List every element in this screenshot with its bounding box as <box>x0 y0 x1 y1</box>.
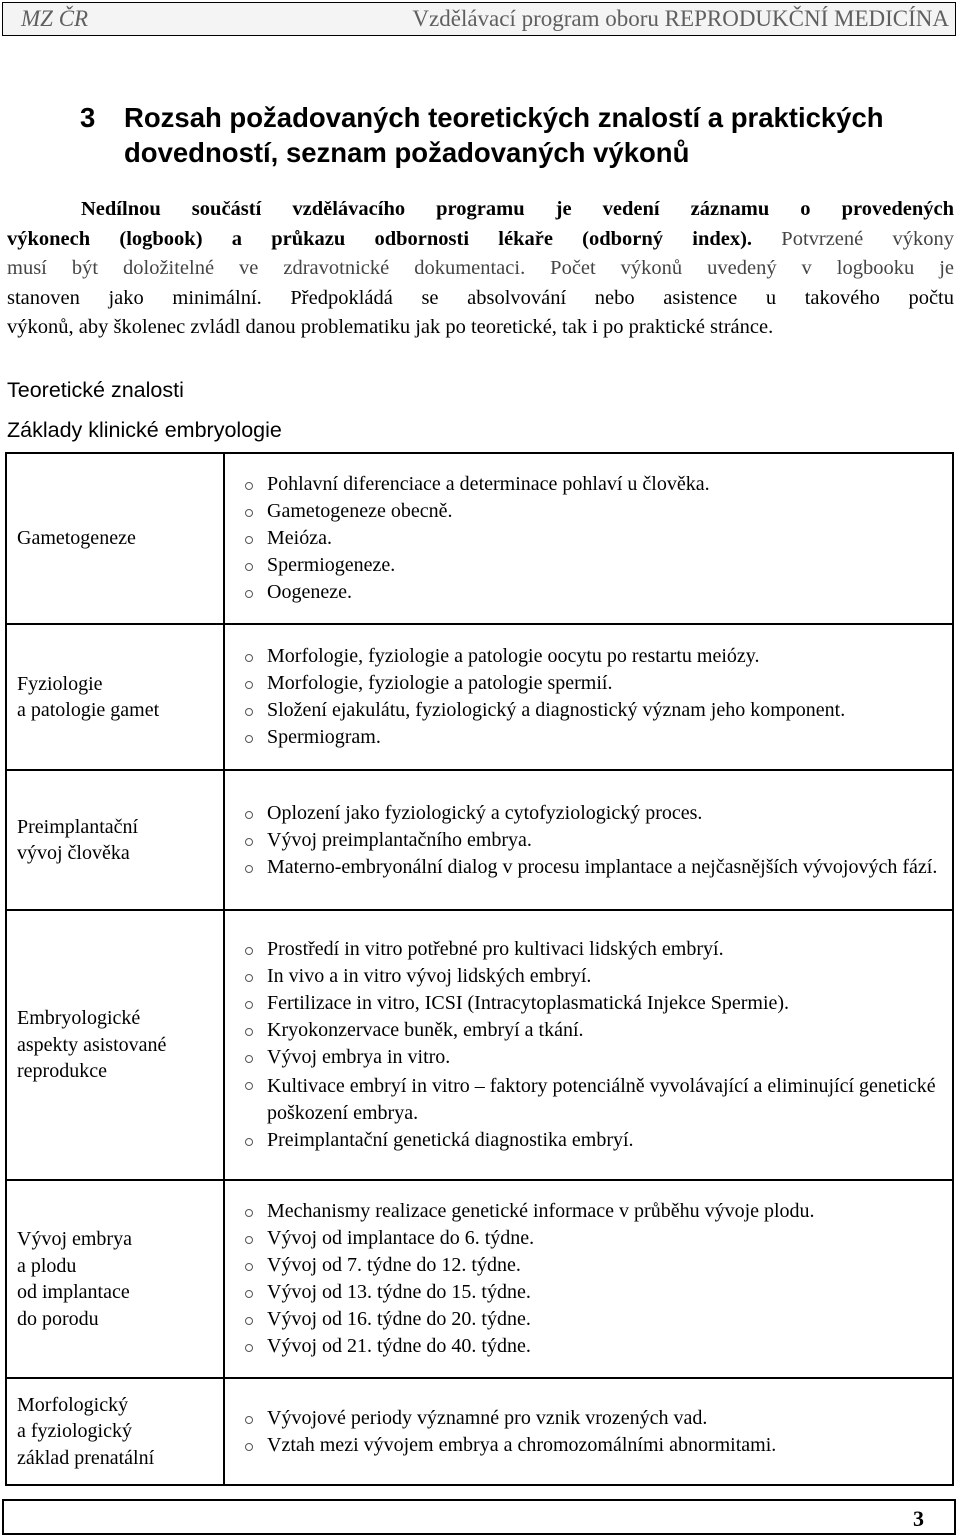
list-item <box>225 1405 946 1432</box>
bullet-icon <box>245 1290 253 1298</box>
bullet-icon <box>245 865 253 873</box>
embryology-table <box>5 452 954 1486</box>
bullet-icon <box>245 1263 253 1271</box>
ministry-abbreviation: MZ ČR <box>21 6 89 31</box>
intro-paragraph <box>7 195 954 343</box>
bullet-icon <box>245 590 253 598</box>
list-item-text: Morfologie, fyziologie a patologie spermií. <box>267 672 613 694</box>
list-item <box>225 1225 946 1252</box>
list-item-text: Kultivace embryí in vitro – faktory potenciálně vyvolávající a eliminující genetické poškození embrya. <box>267 1075 936 1124</box>
intro-line: Nedílnou součástí vzdělávacího programu je vedení záznamu o provedených <box>81 198 954 220</box>
topics-list-cell <box>224 770 953 910</box>
bullet-icon <box>245 1236 253 1244</box>
table-row <box>6 1378 953 1485</box>
list-item-text: Spermiogeneze. <box>267 554 396 576</box>
bullet-icon <box>245 536 253 544</box>
intro-line: stanoven jako minimální. Předpokládá se absolvování nebo asistence u takového počtu <box>7 286 954 309</box>
topic-list <box>225 1198 946 1360</box>
list-item <box>225 1333 946 1360</box>
topics-list-cell <box>224 1180 953 1378</box>
list-item <box>225 1306 946 1333</box>
list-item <box>225 525 946 552</box>
section-number: 3 <box>80 102 96 133</box>
theory-heading: Teoretické znalosti <box>7 378 184 402</box>
list-item <box>225 1252 946 1279</box>
topic-list <box>225 471 946 606</box>
list-item <box>225 552 946 579</box>
topics-list-cell <box>224 910 953 1180</box>
list-item-text: Vývoj od 21. týdne do 40. týdne. <box>267 1335 531 1357</box>
bullet-icon <box>245 974 253 982</box>
bullet-icon <box>245 735 253 743</box>
list-item <box>225 724 946 751</box>
bullet-icon <box>245 482 253 490</box>
bullet-icon <box>245 509 253 517</box>
bullet-icon <box>245 1416 253 1424</box>
list-item-text: Vztah mezi vývojem embrya a chromozomálními abnormitami. <box>267 1433 777 1456</box>
embryology-heading: Základy klinické embryologie <box>7 418 282 442</box>
topics-list-cell <box>224 624 953 770</box>
topic-label: Gametogeneze <box>17 527 136 550</box>
table-row <box>6 624 953 770</box>
list-item-text: Pohlavní diferenciace a determinace pohlaví u člověka. <box>267 473 710 495</box>
list-item <box>225 1127 946 1154</box>
topic-cell <box>6 453 224 624</box>
topic-cell <box>6 910 224 1180</box>
list-item <box>225 579 946 606</box>
intro-line <box>7 225 954 255</box>
topic-list <box>225 936 946 1154</box>
list-item <box>225 936 946 963</box>
bullet-icon <box>245 1055 253 1063</box>
list-item <box>225 963 946 990</box>
topics-list-cell <box>224 453 953 624</box>
list-item-text: Mechanismy realizace genetické informace v průběhu vývoje plodu. <box>267 1200 815 1222</box>
list-item <box>225 1279 946 1306</box>
topic-cell <box>6 770 224 910</box>
list-item-text: Oogeneze. <box>267 581 352 603</box>
list-item <box>225 1071 946 1127</box>
topic-cell <box>6 624 224 770</box>
intro-line: musí být doložitelné ve zdravotnické dokumentaci. Počet výkonů uvedený v logbooku je <box>7 257 954 279</box>
topic-cell <box>6 1378 224 1485</box>
list-item <box>225 670 946 697</box>
list-item-text: Vývoj preimplantačního embrya. <box>267 828 532 851</box>
bullet-icon <box>245 563 253 571</box>
list-item-text: Gametogeneze obecně. <box>267 500 453 522</box>
list-item-text: Spermiogram. <box>267 726 381 748</box>
list-item <box>225 800 946 827</box>
intro-text: Potvrzené výkony <box>752 227 954 250</box>
list-item-text: Vývoj od 13. týdne do 15. týdne. <box>267 1281 531 1303</box>
topic-label: Morfologický a fyziologický základ prenatální <box>17 1393 155 1469</box>
page-number: 3 <box>913 1506 924 1531</box>
section-title: Rozsah požadovaných teoretických znalostí a praktických dovedností, seznam požadovaných výkonů <box>124 102 884 168</box>
list-item-text: Preimplantační genetická diagnostika embryí. <box>267 1129 634 1151</box>
bullet-icon <box>245 1209 253 1217</box>
topic-label: Fyziologie a patologie gamet <box>17 672 160 721</box>
table-row <box>6 453 953 624</box>
table-row <box>6 910 953 1180</box>
bullet-icon <box>245 708 253 716</box>
bullet-icon <box>245 1317 253 1325</box>
list-item-text: Vývojové periody významné pro vznik vrozených vad. <box>267 1406 708 1429</box>
bullet-icon <box>245 947 253 955</box>
topic-list <box>225 800 946 881</box>
list-item <box>225 1044 946 1071</box>
list-item <box>225 1017 946 1044</box>
bullet-icon <box>245 1082 253 1090</box>
list-item-text: Vývoj embrya in vitro. <box>267 1046 451 1068</box>
bullet-icon <box>245 811 253 819</box>
topic-label: Vývoj embrya a plodu od implantace do porodu <box>17 1228 132 1330</box>
list-item-text: Oplození jako fyziologický a cytofyziologický proces. <box>267 801 703 824</box>
list-item <box>225 854 946 881</box>
bullet-icon <box>245 1001 253 1009</box>
table-row <box>6 770 953 910</box>
list-item-text: Složení ejakulátu, fyziologický a diagnostický význam jeho komponent. <box>267 699 846 721</box>
list-item <box>225 471 946 498</box>
list-item <box>225 827 946 854</box>
intro-line: výkonů, aby školenec zvládl danou problematiku jak po teoretické, tak i po praktické stránce. <box>7 316 774 338</box>
list-item-text: Morfologie, fyziologie a patologie oocytu po restartu meiózy. <box>267 645 760 667</box>
list-item-text: Prostředí in vitro potřebné pro kultivaci lidských embryí. <box>267 938 724 960</box>
list-item-text: Materno-embryonální dialog v procesu implantace a nejčasnějších vývojových fází. <box>267 855 938 878</box>
list-item-text: Vývoj od implantace do 6. týdne. <box>267 1227 535 1249</box>
list-item-text: Kryokonzervace buněk, embryí a tkání. <box>267 1019 584 1041</box>
list-item <box>225 697 946 724</box>
list-item <box>225 643 946 670</box>
topics-list-cell <box>224 1378 953 1485</box>
topic-list <box>225 643 946 751</box>
bullet-icon <box>245 1138 253 1146</box>
list-item-text: Meióza. <box>267 527 332 549</box>
bullet-icon <box>245 838 253 846</box>
bullet-icon <box>245 1344 253 1352</box>
table-row <box>6 1180 953 1378</box>
list-item-text: Vývoj od 16. týdne do 20. týdne. <box>267 1308 531 1330</box>
bullet-icon <box>245 681 253 689</box>
intro-bold-text: výkonech (logbook) a průkazu odbornosti lékaře (odborný index). <box>7 227 753 250</box>
list-item <box>225 498 946 525</box>
topic-cell <box>6 1180 224 1378</box>
list-item <box>225 1198 946 1225</box>
list-item-text: Vývoj od 7. týdne do 12. týdne. <box>267 1254 521 1276</box>
list-item <box>225 990 946 1017</box>
topic-label: Embryologické aspekty asistované reprodukce <box>17 1007 167 1083</box>
bullet-icon <box>245 1443 253 1451</box>
list-item-text: Fertilizace in vitro, ICSI (Intracytoplasmatická Injekce Spermie). <box>267 992 790 1014</box>
page-header <box>2 2 956 36</box>
page-footer <box>2 1499 956 1535</box>
list-item <box>225 1432 946 1459</box>
list-item-text: In vivo a in vitro vývoj lidských embryí. <box>267 965 592 987</box>
bullet-icon <box>245 1028 253 1036</box>
bullet-icon <box>245 654 253 662</box>
program-title: Vzdělávací program oboru REPRODUKČNÍ MEDICÍNA <box>412 6 949 31</box>
topic-list <box>225 1405 946 1459</box>
topic-label: Preimplantační vývoj člověka <box>17 815 139 864</box>
